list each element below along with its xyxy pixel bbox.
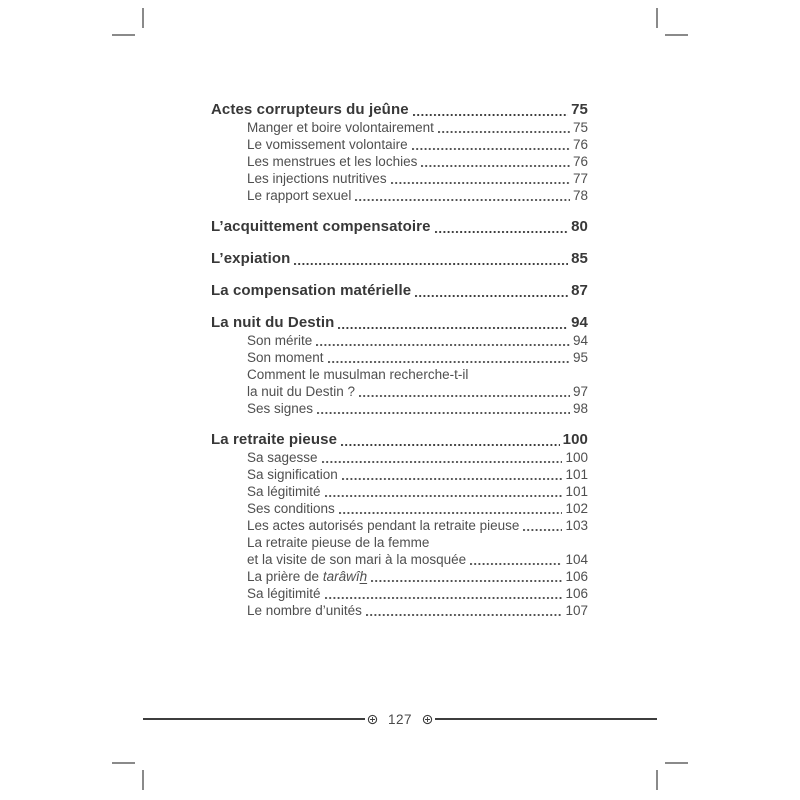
toc-entry-page: 87 <box>571 282 588 299</box>
toc-entry <box>211 349 588 366</box>
toc-leader-dots <box>355 199 570 201</box>
toc-leader-dots <box>341 444 560 446</box>
toc <box>211 100 588 619</box>
toc-entry-page: 80 <box>571 218 588 235</box>
toc-entry <box>211 100 588 119</box>
toc-entry-label: Sa légitimité <box>247 484 321 499</box>
crop-mark-top-left-horizontal <box>112 34 135 36</box>
toc-entry-label: L’acquittement compensatoire <box>211 218 431 235</box>
toc-entry <box>211 153 588 170</box>
toc-entry-page: 97 <box>572 384 588 399</box>
toc-entry-label: La nuit du Destin <box>211 314 335 331</box>
toc-entry-label: Les menstrues et les lochies <box>247 154 418 169</box>
toc-entry-label: Le nombre d’unités <box>247 603 362 618</box>
toc-entry <box>211 383 588 400</box>
toc-entry-label: Ses conditions <box>247 501 335 516</box>
toc-entry <box>211 568 588 585</box>
toc-entry-page: 98 <box>572 401 588 416</box>
toc-entry-label: Les injections nutritives <box>247 171 387 186</box>
crop-mark-bottom-left-vertical <box>142 770 144 790</box>
rosette-ornament-icon <box>422 714 433 725</box>
crop-mark-top-right-vertical <box>656 8 658 28</box>
toc-entry-label: Sa sagesse <box>247 450 318 465</box>
toc-leader-dots <box>435 231 569 233</box>
toc-entry-label: Sa légitimité <box>247 586 321 601</box>
toc-entry-page: 94 <box>572 333 588 348</box>
toc-entry-page: 78 <box>572 188 588 203</box>
toc-entry-label: L’expiation <box>211 250 291 267</box>
page-footer <box>143 710 657 728</box>
toc-entry-label: Comment le musulman recherche-t-il <box>247 367 469 382</box>
toc-leader-dots <box>413 114 568 116</box>
crop-mark-top-right-horizontal <box>665 34 688 36</box>
folio-page-number: 127 <box>387 711 413 727</box>
crop-mark-bottom-left-horizontal <box>112 762 135 764</box>
toc-entry-label: Son moment <box>247 350 324 365</box>
toc-leader-dots <box>421 165 570 167</box>
toc-entry-label: Les actes autorisés pendant la retraite pieuse <box>247 518 520 533</box>
toc-entry <box>211 249 588 268</box>
toc-entry <box>211 534 588 551</box>
toc-entry <box>211 313 588 332</box>
toc-leader-dots <box>366 614 563 616</box>
toc-leader-dots <box>391 182 570 184</box>
toc-entry-label: Le rapport sexuel <box>247 188 352 203</box>
toc-entry <box>211 483 588 500</box>
toc-entry <box>211 602 588 619</box>
toc-leader-dots <box>325 495 563 497</box>
toc-entry-label: et la visite de son mari à la mosquée <box>247 552 467 567</box>
toc-leader-dots <box>415 295 568 297</box>
toc-entry-label: La retraite pieuse <box>211 431 338 448</box>
toc-entry-page: 104 <box>565 552 588 567</box>
toc-entry <box>211 517 588 534</box>
rosette-ornament-icon <box>367 714 378 725</box>
toc-entry-page: 106 <box>565 586 588 601</box>
toc-entry-page: 85 <box>571 250 588 267</box>
toc-leader-dots <box>523 529 562 531</box>
toc-entry-label: Sa signification <box>247 467 338 482</box>
toc-entry-label: La retraite pieuse de la femme <box>247 535 430 550</box>
toc-entry <box>211 136 588 153</box>
toc-leader-dots <box>470 563 562 565</box>
toc-entry <box>211 551 588 568</box>
toc-leader-dots <box>412 148 570 150</box>
toc-entry <box>211 585 588 602</box>
toc-leader-dots <box>338 327 568 329</box>
toc-entry <box>211 366 588 383</box>
toc-entry-label: Son mérite <box>247 333 313 348</box>
toc-entry-page: 101 <box>565 467 588 482</box>
toc-leader-dots <box>359 395 570 397</box>
toc-entry-page: 75 <box>571 101 588 118</box>
toc-entry <box>211 500 588 517</box>
toc-entry <box>211 332 588 349</box>
toc-entry-page: 107 <box>565 603 588 618</box>
toc-entry-page: 100 <box>562 431 588 448</box>
toc-entry-label: La compensation matérielle <box>211 282 412 299</box>
toc-entry-page: 102 <box>565 501 588 516</box>
toc-entry <box>211 430 588 449</box>
toc-entry-page: 95 <box>572 350 588 365</box>
toc-entry-page: 77 <box>572 171 588 186</box>
toc-entry-page: 103 <box>565 518 588 533</box>
crop-mark-bottom-right-vertical <box>656 770 658 790</box>
toc-entry-label: Le vomissement volontaire <box>247 137 408 152</box>
toc-entry-page: 76 <box>572 137 588 152</box>
toc-entry <box>211 217 588 236</box>
crop-mark-top-left-vertical <box>142 8 144 28</box>
toc-entry-label: la nuit du Destin ? <box>247 384 356 399</box>
toc-leader-dots <box>328 361 570 363</box>
toc-entry <box>211 281 588 300</box>
toc-leader-dots <box>438 131 570 133</box>
toc-leader-dots <box>342 478 563 480</box>
toc-entry-page: 94 <box>571 314 588 331</box>
toc-leader-dots <box>322 461 563 463</box>
toc-entry-page: 75 <box>572 120 588 135</box>
toc-entry <box>211 119 588 136</box>
toc-entry <box>211 449 588 466</box>
footer-rule-left <box>143 718 365 720</box>
toc-entry-page: 100 <box>565 450 588 465</box>
toc-entry-label: Manger et boire volontairement <box>247 120 434 135</box>
toc-entry-page: 106 <box>565 569 588 584</box>
toc-leader-dots <box>294 263 568 265</box>
toc-leader-dots <box>371 580 562 582</box>
toc-leader-dots <box>316 344 570 346</box>
footer-rule-right <box>435 718 657 720</box>
toc-entry <box>211 187 588 204</box>
toc-entry <box>211 170 588 187</box>
toc-entry-page: 101 <box>565 484 588 499</box>
toc-entry-label: Actes corrupteurs du jeûne <box>211 101 409 118</box>
toc-leader-dots <box>339 512 563 514</box>
toc-leader-dots <box>317 412 570 414</box>
toc-leader-dots <box>325 597 563 599</box>
crop-mark-bottom-right-horizontal <box>665 762 688 764</box>
toc-entry-label: La prière de tarâwîh <box>247 569 368 584</box>
toc-entry <box>211 466 588 483</box>
toc-entry-label: Ses signes <box>247 401 314 416</box>
toc-entry <box>211 400 588 417</box>
toc-entry-page: 76 <box>572 154 588 169</box>
